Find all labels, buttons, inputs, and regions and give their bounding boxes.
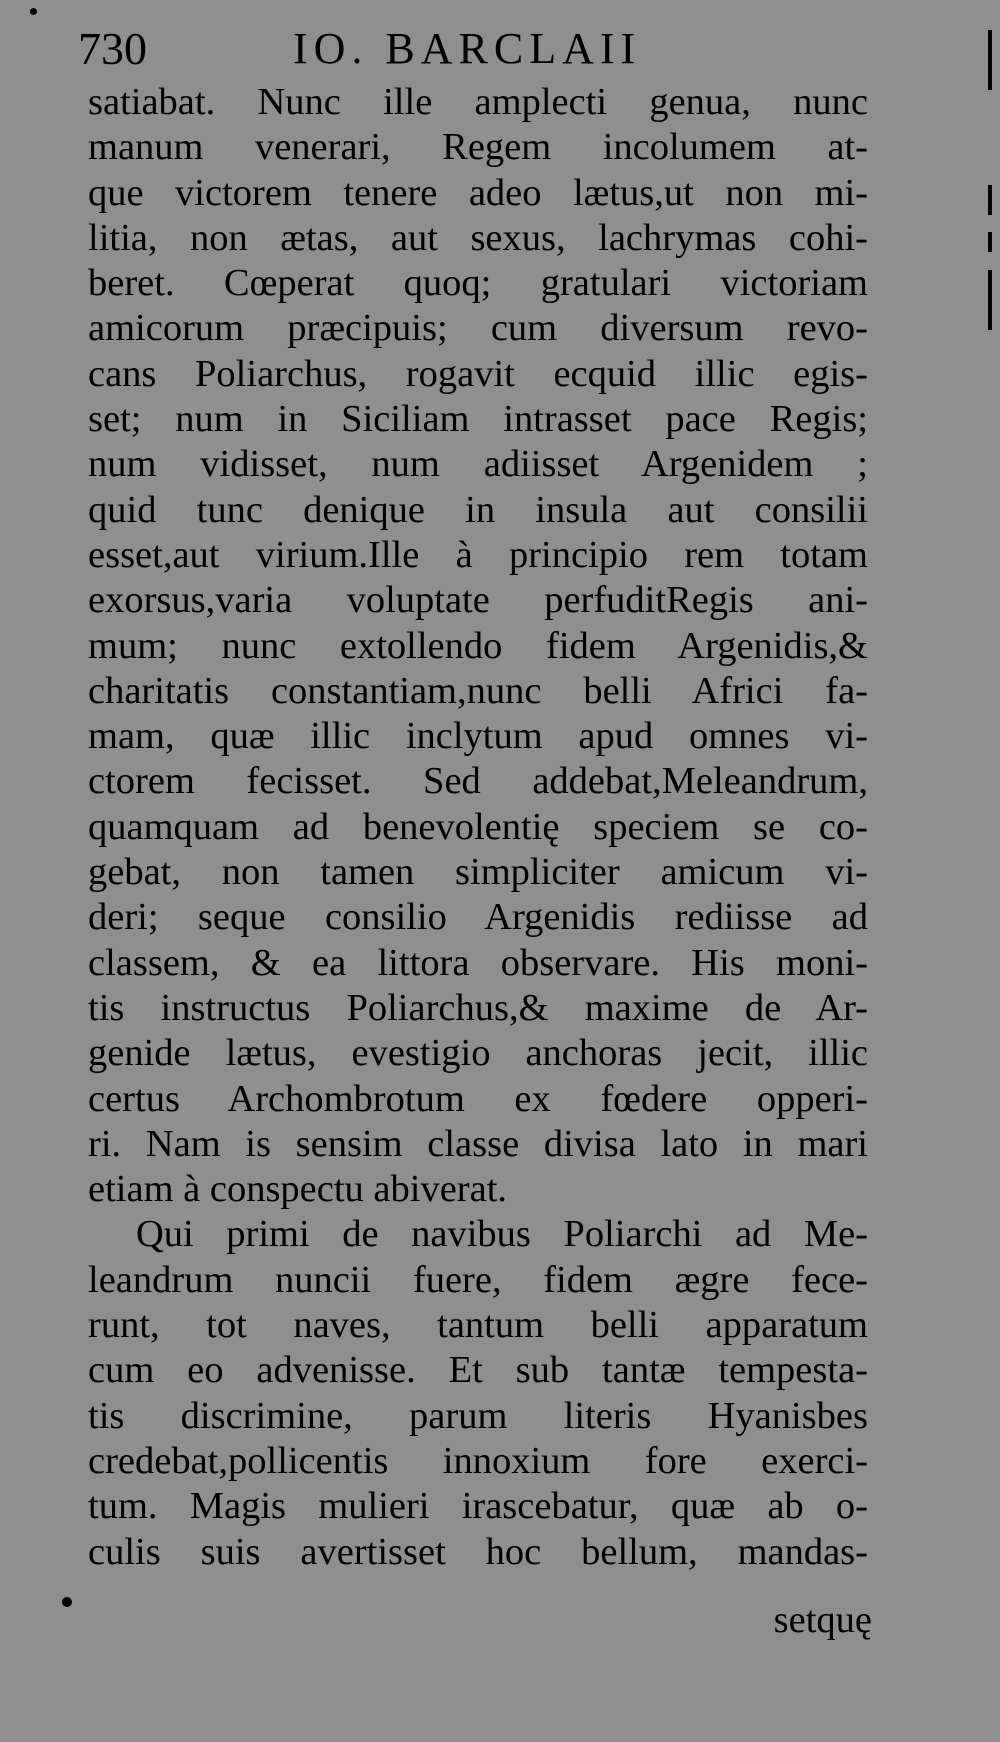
text-line: cum eo advenisse. Et sub tantæ tempesta- bbox=[88, 1349, 868, 1392]
running-head: IO. BARCLAII bbox=[293, 24, 642, 73]
text-line: mum; nunc extollendo fidem Argenidis,& bbox=[88, 624, 868, 667]
text-line: classem, & ea littora observare. His moni- bbox=[88, 941, 868, 984]
text-line: credebat,pollicentis innoxium fore exerci- bbox=[88, 1439, 868, 1482]
catchword: setquę bbox=[773, 1599, 872, 1641]
text-line: exorsus,varia voluptate perfuditRegis ani- bbox=[88, 579, 868, 622]
gutter-line bbox=[988, 30, 992, 90]
text-line: esset,aut virium.Ille à principio rem totam bbox=[88, 533, 868, 576]
text-line: charitatis constantiam,nunc belli Africi fa- bbox=[88, 669, 868, 712]
gutter-line bbox=[988, 270, 992, 330]
text-line: cans Poliarchus, rogavit ecquid illic egis- bbox=[88, 352, 868, 395]
text-line: genide lætus, evestigio anchoras jecit, illic bbox=[88, 1032, 868, 1075]
paragraph-1 bbox=[88, 80, 868, 1212]
text-line: ctorem fecisset. Sed addebat,Meleandrum, bbox=[88, 760, 868, 803]
text-line: quamquam ad benevolentię speciem se co- bbox=[88, 805, 868, 848]
text-line: satiabat. Nunc ille amplecti genua, nunc bbox=[88, 81, 868, 123]
text-line: mam, quæ illic inclytum apud omnes vi- bbox=[88, 715, 868, 758]
gutter-line bbox=[988, 185, 992, 215]
gutter-line bbox=[988, 232, 992, 252]
text-line: beret. Cœperat quoq; gratulari victoriam bbox=[88, 262, 868, 305]
text-line: ri. Nam is sensim classe divisa lato in mari bbox=[88, 1122, 868, 1165]
paragraph-2 bbox=[88, 1212, 868, 1574]
text-line: runt, tot naves, tantum belli apparatum bbox=[88, 1304, 868, 1347]
text-line: tum. Magis mulieri irascebatur, quæ ab o- bbox=[88, 1485, 868, 1528]
margin-mark bbox=[30, 8, 37, 15]
text-line: deri; seque consilio Argenidis rediisse ad bbox=[88, 896, 868, 939]
text-line: tis instructus Poliarchus,& maxime de Ar- bbox=[88, 986, 868, 1029]
text-line: quid tunc denique in insula aut consilii bbox=[88, 488, 868, 531]
text-line: leandrum nuncii fuere, fidem ægre fece- bbox=[88, 1258, 868, 1301]
text-line: Qui primi de navibus Poliarchi ad Me- bbox=[136, 1213, 868, 1256]
text-line: tis discrimine, parum literis Hyanisbes bbox=[88, 1394, 868, 1437]
text-line: culis suis avertisset hoc bellum, mandas- bbox=[88, 1530, 868, 1573]
text-line: que victorem tenere adeo lætus,ut non mi- bbox=[88, 171, 868, 214]
text-line: amicorum præcipuis; cum diversum revo- bbox=[88, 307, 868, 350]
text-line: certus Archombrotum ex fœdere opperi- bbox=[88, 1077, 868, 1120]
text-line: num vidisset, num adiisset Argenidem ; bbox=[88, 443, 868, 486]
text-line: manum venerari, Regem incolumem at- bbox=[88, 126, 868, 169]
page-number: 730 bbox=[78, 23, 147, 74]
text-line: set; num in Siciliam intrasset pace Regis; bbox=[88, 398, 868, 441]
body-text bbox=[88, 80, 868, 1575]
text-line: etiam à conspectu abiverat. bbox=[88, 1168, 508, 1211]
text-line: litia, non ætas, aut sexus, lachrymas cohi- bbox=[88, 216, 868, 259]
page-header bbox=[78, 18, 838, 80]
margin-mark bbox=[62, 1597, 72, 1607]
text-line: gebat, non tamen simpliciter amicum vi- bbox=[88, 851, 868, 894]
